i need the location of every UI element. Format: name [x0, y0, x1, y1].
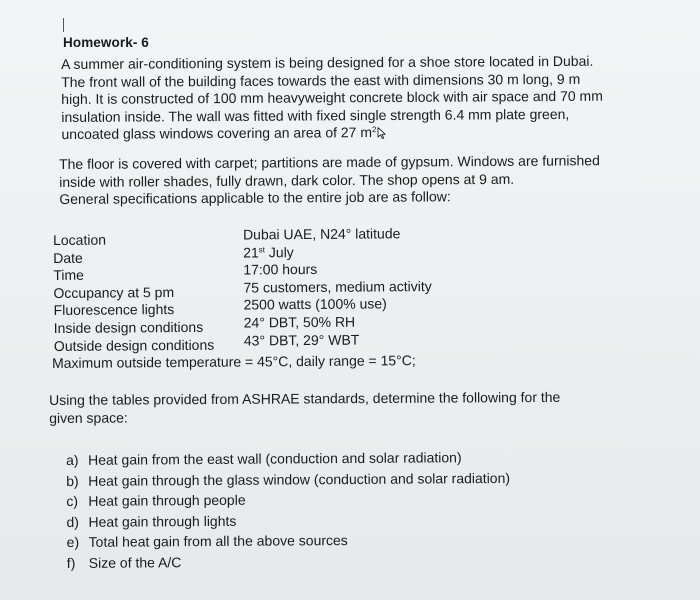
task-list — [66, 449, 511, 575]
task-text: Total heat gain from all the above sources — [88, 532, 348, 550]
mouse-pointer-icon — [377, 127, 386, 139]
list-marker: f) — [66, 554, 76, 571]
text-cursor — [63, 18, 64, 32]
spec-value: 17:00 hours — [243, 261, 318, 278]
problem-description — [61, 52, 662, 143]
floor-description — [59, 152, 669, 209]
spec-value: 43° DBT, 29° WBT — [243, 331, 360, 349]
list-item — [67, 551, 511, 575]
spec-row — [51, 351, 614, 373]
paragraph-line-with-cursor — [61, 122, 661, 143]
paragraph-line: inside with roller shades, fully drawn, dark color. The shop opens at 9 am. — [59, 170, 515, 190]
page-title: Homework- 6 — [63, 35, 149, 50]
paragraph-line: insulation inside. The wall was fitted with fixed single strength 6.4 mm plate green, — [61, 105, 570, 125]
spec-value: 75 customers, medium activity — [243, 277, 432, 296]
paragraph-line: Using the tables provided from ASHRAE standards, determine the following for the — [49, 388, 561, 408]
spec-value: 2500 watts (100% use) — [243, 295, 387, 313]
spec-value: Dubai UAE, N24° latitude — [242, 225, 401, 243]
task-text: Size of the A/C — [88, 553, 182, 571]
task-text: Heat gain from the east wall (conduction and solar radiation) — [87, 449, 462, 468]
spec-value: 21st July — [243, 243, 294, 261]
spec-label: Fluorescence lights — [53, 301, 175, 319]
specifications-list — [51, 225, 614, 373]
paragraph-line: General specifications applicable to the entire job are as follow: — [59, 188, 451, 207]
paragraph-line: A summer air-conditioning system is being designed for a shoe store located in Dubai. — [61, 52, 594, 72]
spec-label: Outside design conditions — [53, 336, 215, 354]
max-temperature-line: Maximum outside temperature = 45°C, daily range = 15°C; — [51, 352, 416, 372]
spec-label: Inside design conditions — [53, 318, 204, 336]
task-text: Heat gain through lights — [88, 512, 237, 530]
list-marker: a) — [66, 451, 79, 468]
spec-value: 24° DBT, 50% RH — [243, 313, 356, 331]
spec-label: Date — [53, 249, 83, 266]
spec-label: Location — [53, 231, 107, 248]
paragraph-line: uncoated glass windows covering an area of 27 $m^2$ — [61, 124, 377, 142]
paragraph-line: high. It is constructed of 100 mm heavyweight concrete block with air space and 70 mm — [61, 87, 603, 107]
paragraph-line: The floor is covered with carpet; partitions are made of gypsum. Windows are furnished — [59, 152, 600, 172]
spec-label: Time — [53, 266, 84, 284]
task-text: Heat gain through people — [88, 491, 246, 509]
paragraph-line: The front wall of the building faces towards the east with dimensions 30 m long, 9 m — [61, 70, 581, 90]
spec-label: Occupancy at 5 pm — [53, 283, 175, 301]
list-marker: e) — [66, 533, 80, 550]
list-marker: d) — [66, 513, 79, 530]
paragraph-line: given space: — [49, 409, 128, 426]
list-marker: c) — [66, 492, 79, 509]
list-marker: b) — [66, 472, 79, 489]
task-text: Heat gain through the glass window (conduction and solar radiation) — [88, 469, 511, 489]
instructions — [49, 388, 659, 427]
